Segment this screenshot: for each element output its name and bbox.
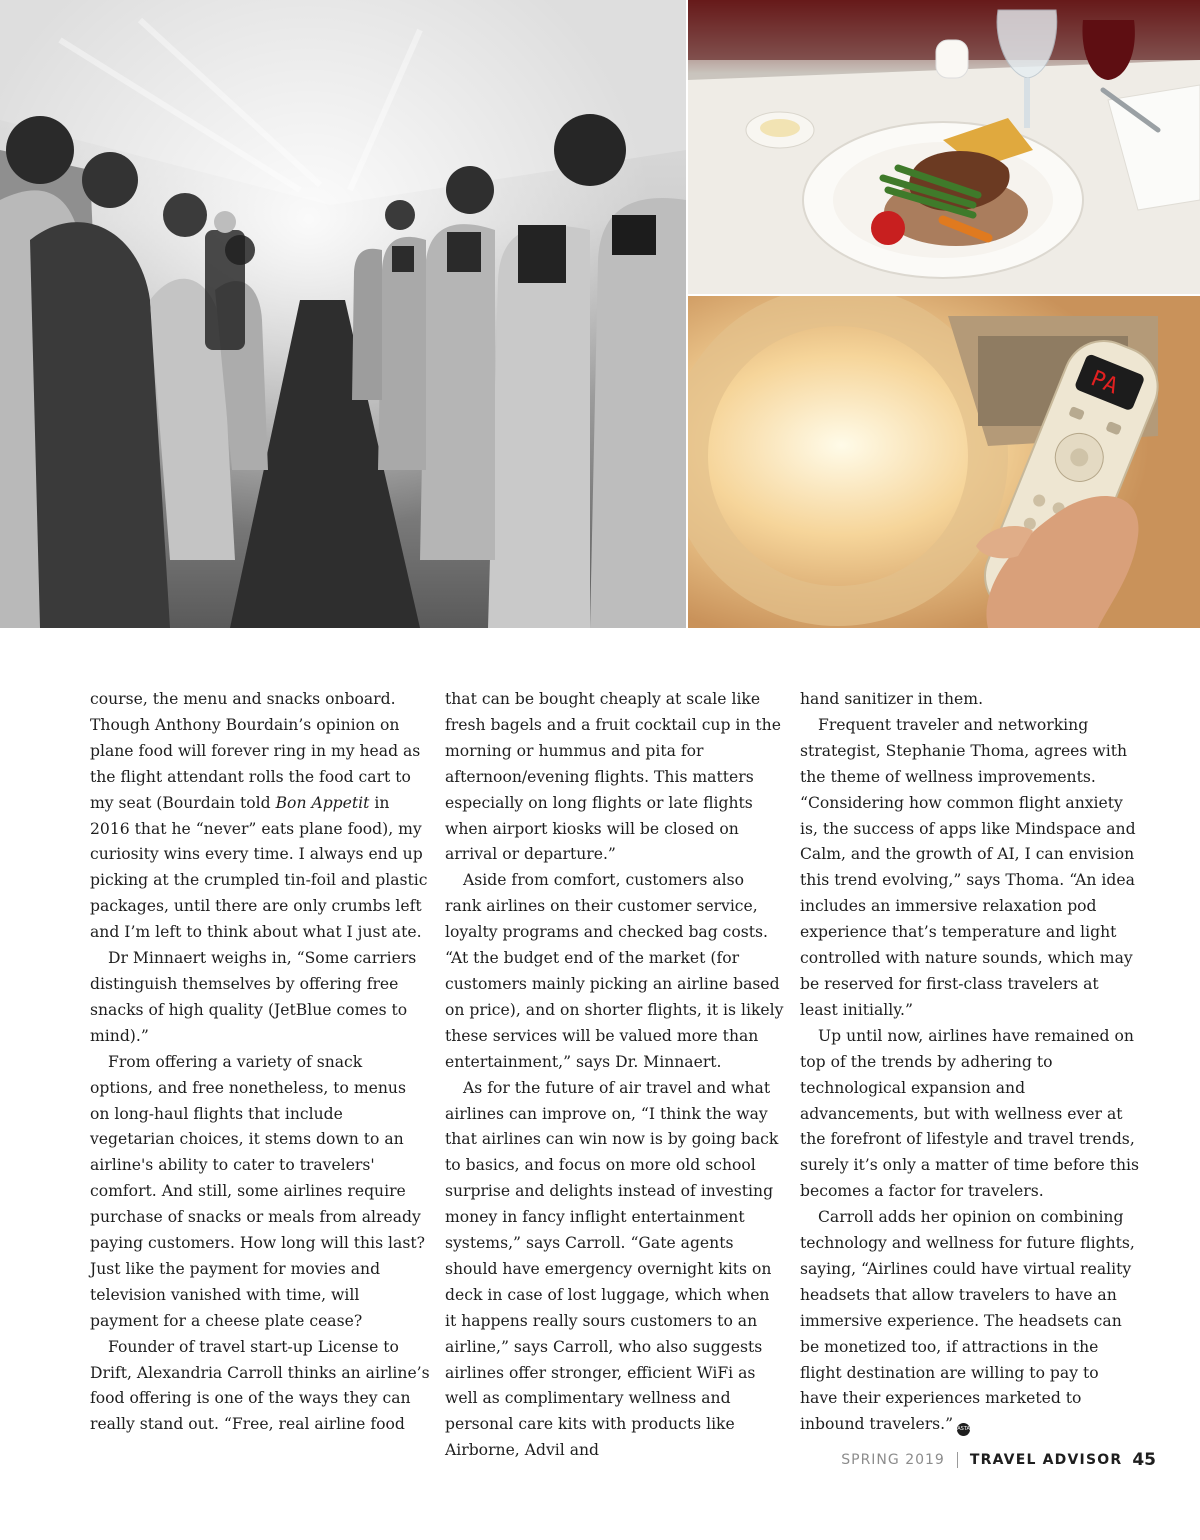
- paragraph-thoma: Frequent traveler and networking strategist, Stephanie Thoma, agrees with the theme of wellness improvements. “Considering how common flight anxiety is, the success of apps like Mindspace and Calm, and the growth of AI, I can envision this trend evolving,” says Thoma. “An idea includes an immersive relaxation pod experience that’s temperature and light controlled with nature sounds, which may be reserved for first-class travelers at least initially.”: [800, 715, 1136, 1019]
- magazine-name: TRAVEL ADVISOR: [969, 1452, 1123, 1468]
- page-number: 45: [1132, 1450, 1156, 1470]
- article-column-3: [800, 687, 1140, 1438]
- paragraph-snack-options: From offering a variety of snack options, and free nonetheless, to menus on long-haul flights that include vegetarian choices, it stems down to an airline's ability to cater to travelers' comfort. And still, some airlines require purchase of snacks or meals from already paying customers. How long will this last? Just like the payment for movies and television vanished with time, will payment for a cheese plate cease?: [90, 1052, 425, 1330]
- paragraph-customer-service: Aside from comfort, customers also rank airlines on their customer service, loyalty programs and checked bag costs. “At the budget end of the market (for customers mainly picking an airline based on price), and on shorter flights, it is likely these services will be valued more than entertainment,” says Dr. Minnaert.: [445, 871, 784, 1071]
- paragraph-hand-sanitizer: hand sanitizer in them.: [800, 690, 984, 708]
- paragraph-carroll-food: Founder of travel start-up License to Drift, Alexandria Carroll thinks an airline’s food offering is one of the ways they can really stand out. “Free, real airline food: [90, 1337, 430, 1434]
- paragraph-minnaert-snacks: Dr Minnaert weighs in, “Some carriers distinguish themselves by offering free snacks of high quality (JetBlue comes to mind).”: [90, 949, 417, 1045]
- end-of-article-mark-icon: ASTA: [957, 1423, 970, 1436]
- remote-photo: [688, 296, 1200, 628]
- cabin-aisle-photo: [0, 0, 686, 628]
- page-footer: [841, 1450, 1156, 1470]
- paragraph-trends: Up until now, airlines have remained on top of the trends by adhering to technological expansion and advancements, but with wellness ever at the forefront of lifestyle and travel trends, surely it’s only a matter of time before this becomes a factor for travelers.: [800, 1026, 1139, 1201]
- article-column-1: [90, 687, 430, 1438]
- article-column-2: [445, 687, 785, 1464]
- paragraph-virtual-reality: Carroll adds her opinion on combining technology and wellness for future flights, saying, “Airlines could have virtual reality headsets that allow travelers to have an immersive experience. The headsets can be monetized too, if attractions in the flight destination are willing to pay to have their experiences marketed to inbound travelers.” ASTA: [800, 1205, 1140, 1438]
- footer-divider: [957, 1452, 958, 1468]
- paragraph-bagels: that can be bought cheaply at scale like fresh bagels and a fruit cocktail cup in the morning or hummus and pita for afternoon/evening flights. This matters especially on long flights or late flights when airport kiosks will be closed on arrival or departure.”: [445, 690, 781, 864]
- issue-date: SPRING 2019: [841, 1452, 945, 1468]
- airplane-cabin-aisle-photo-icon: [0, 0, 686, 628]
- paragraph-bourdain: course, the menu and snacks onboard. Though Anthony Bourdain’s opinion on plane food will forever ring in my head as the flight attendant rolls the food cart to my seat (Bourdain told Bon Appetit in 2016 that he “never” eats plane food), my curiosity wins every time. I always end up picking at the crumpled tin-foil and plastic packages, until there are only crumbs left and I’m left to think about what I just ate.: [90, 690, 428, 942]
- publication-title: Bon Appetit: [275, 793, 370, 812]
- meal-photo: [688, 0, 1200, 294]
- seat-remote-control-photo-icon: [688, 296, 1200, 628]
- remote-display: PA: [1087, 366, 1122, 400]
- inflight-meal-photo-icon: [688, 0, 1200, 294]
- paragraph-future-air-travel: As for the future of air travel and what airlines can improve on, “I think the way that airlines can win now is by going back to basics, and focus on more old school surprise and delights instead of investing money in fancy inflight entertainment systems,” says Carroll. “Gate agents should have emergency overnight kits on deck in case of lost luggage, which when it happens really sours customers to an airline,” says Carroll, who also suggests airlines offer stronger, efficient WiFi as well as complimentary wellness and personal care kits with products like Airborne, Advil and: [445, 1078, 779, 1460]
